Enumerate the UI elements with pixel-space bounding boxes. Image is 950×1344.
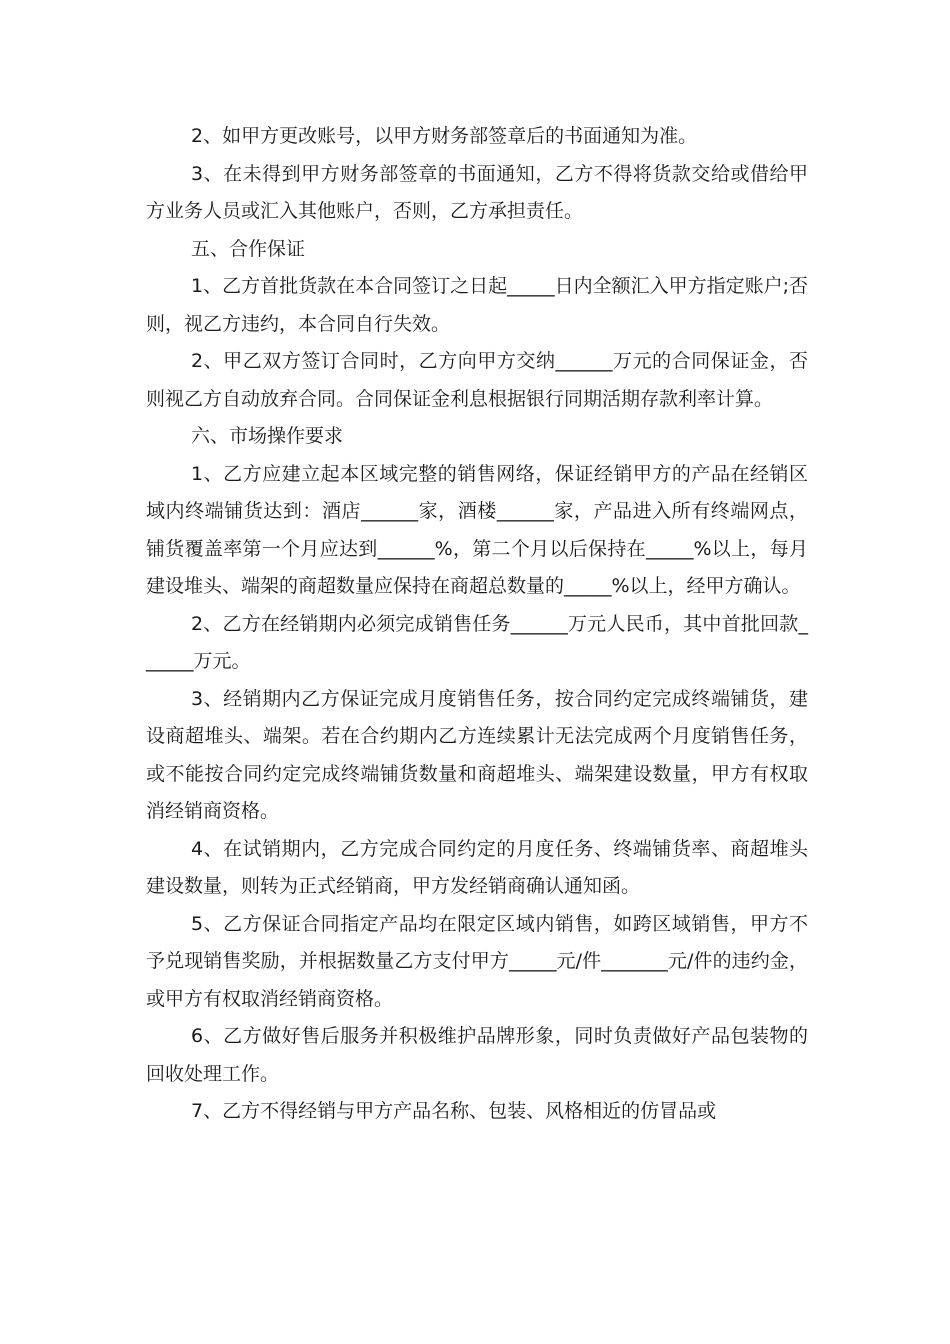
paragraph-payment-account-change: 2、如甲方更改账号，以甲方财务部签章后的书面通知为准。: [191, 125, 698, 147]
paragraph-deposit: 2、甲乙双方签订合同时，乙方向甲方交纳______万元的合同保证金，否则视乙方自动放弃合同。合同保证金利息根据银行同期活期存款利率计算。: [146, 350, 808, 410]
section-heading-market-operation: 六、市场操作要求: [191, 425, 344, 447]
paragraph-counterfeit: 7、乙方不得经销与甲方产品名称、包装、风格相近的仿冒品或: [191, 1100, 717, 1122]
paragraph-after-sales: 6、乙方做好售后服务并积极维护品牌形象，同时负责做好产品包装物的回收处理工作。: [146, 1025, 808, 1085]
paragraph-region-restriction: 5、乙方保证合同指定产品均在限定区域内销售，如跨区域销售，甲方不予兑现销售奖励，并根据数量乙方支付甲方_____元/件_______元/件的违约金，或甲方有权取消经销商资格。: [146, 912, 808, 1010]
paragraph-sales-target: 2、乙方在经销期内必须完成销售任务______万元人民币，其中首批回款______万元。: [146, 612, 808, 672]
paragraph-monthly-task: 3、经销期内乙方保证完成月度销售任务，按合同约定完成终端铺货，建设商超堆头、端架。若在合约期内乙方连续累计无法完成两个月度销售任务，或不能按合同约定完成终端铺货数量和商超堆头、端架建设数量，甲方有权取消经销商资格。: [146, 687, 808, 822]
document-body: [146, 118, 808, 1131]
paragraph-trial-period: 4、在试销期内，乙方完成合同约定的月度任务、终端铺货率、商超堆头建设数量，则转为正式经销商，甲方发经销商确认通知函。: [146, 837, 808, 897]
paragraph-payment-notice: 3、在未得到甲方财务部签章的书面通知，乙方不得将货款交给或借给甲方业务人员或汇入其他账户，否则，乙方承担责任。: [146, 162, 808, 222]
section-heading-cooperation-guarantee: 五、合作保证: [191, 237, 306, 260]
paragraph-first-payment: 1、乙方首批货款在本合同签订之日起_____日内全额汇入甲方指定账户;否则，视乙方违约，本合同自行失效。: [146, 275, 808, 335]
paragraph-sales-network: 1、乙方应建立起本区域完整的销售网络，保证经销甲方的产品在经销区域内终端铺货达到：酒店______家，酒楼______家，产品进入所有终端网点，铺货覆盖率第一个月应达到______%，第二个月以后保持在_____%以上，每月建设堆头、端架的商超数量应保持在商超总数量的_____%以上，经甲方确认。: [146, 462, 808, 597]
